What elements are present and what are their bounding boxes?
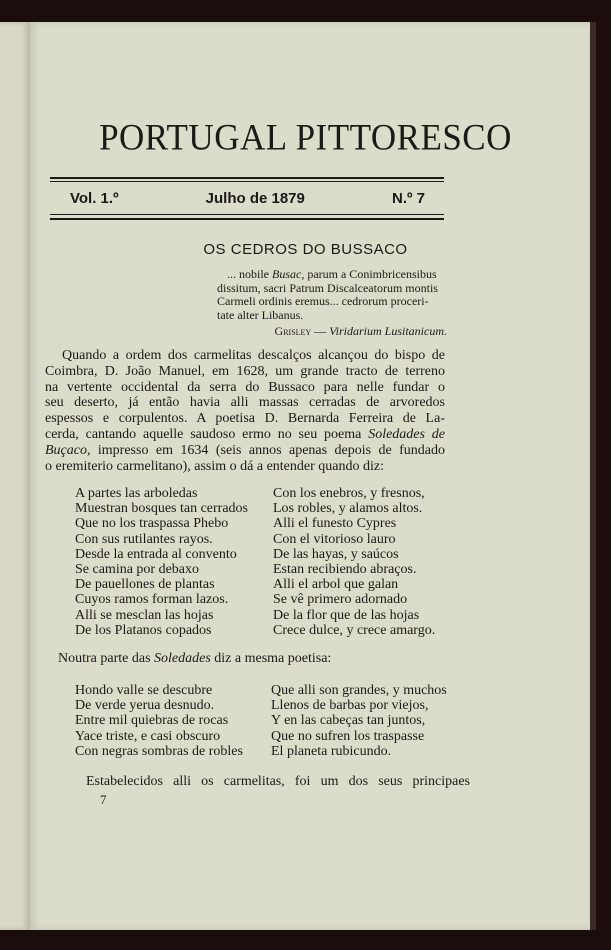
verse-line: De los Platanos copados [75,622,212,638]
epigraph-line: tate alter Libanus. [217,307,304,322]
header-rule-bottom [50,218,444,220]
verse-line: Que no sufren los traspasse [271,728,425,744]
paragraph-line: o eremiterio carmelitano), assim o dá a entender quando diz: [45,458,384,474]
verse-line: Hondo valle se descubre [75,683,213,698]
verse-line: Cuyos ramos forman lazos. [75,592,229,608]
verse-1-right-column [273,486,435,638]
epigraph-work: Viridarium Lusitanicum. [329,324,447,338]
verse-line: Con negras sombras de robles [75,743,243,759]
issue-line [70,190,425,207]
paragraph-line: Coimbra, D. João Manuel, em 1628, um grande tracto de terreno [45,363,445,379]
verse-line: De pauellones de plantas [75,577,215,593]
verse-line: De la flor que de las hojas [273,607,420,623]
work-title: Soledades [154,651,211,666]
verse-line: A partes las arboledas [75,486,198,501]
verse-2-right-column [271,683,447,759]
verse-line: Alli el funesto Cypres [273,516,397,532]
paragraph-2: Noutra parte das Soledades diz a mesma poetisa: [58,651,332,666]
verse-line: Con el vitorioso lauro [273,531,396,547]
verse-line: Crece dulce, y crece amargo. [273,622,436,638]
verse-line: Alli se mesclan las hojas [75,607,214,623]
paragraph-line: Estabelecidos alli os carmelitas, foi um dos seus principaes [86,774,470,789]
signature-mark: 7 [100,792,107,807]
verse-line: Con sus rutilantes rayos. [75,531,213,547]
verse-line: Y en las cabeças tan juntos, [271,713,426,729]
paragraph-line: seu deserto, já então havia alli massas cerradas de arvoredos [45,395,445,411]
volume-label: Vol. 1.º [70,190,119,207]
epigraph [217,268,447,339]
verse-2-left-column [75,683,243,759]
verse-line: Que no los traspassa Phebo [75,516,229,532]
paragraph-3 [86,774,470,790]
verse-line: Estan recibiendo abraços. [273,562,417,578]
verse-line: De verde yerua desnudo. [75,698,215,714]
paragraph-line: cerda, cantando aquelle saudoso ermo no seu poema Soledades de [45,426,445,442]
issue-date: Julho de 1879 [205,190,305,207]
verse-line: Desde la entrada al convento [75,546,237,562]
epigraph-source: Grisley — Viridarium Lusitanicum. [274,324,447,338]
epigraph-author: Grisley [274,324,312,338]
paragraph-line: na vertente occidental da serra do Bussaco para nelle fundar o [45,379,445,395]
header-rule-bottom-thin [50,214,444,215]
verse-line: Se vê primero adornado [273,592,408,608]
paragraph-line: Buçaco, impresso em 1634 (seis annos apenas depois de fundado [45,442,445,458]
verse-1-left-column [75,486,248,638]
epigraph-line: ... nobile Busac, parum a Conimbricensibus [227,267,437,281]
verse-line: Que alli son grandes, y muchos [271,683,447,698]
verse-line: Yace triste, e casi obscuro [75,728,221,744]
epigraph-line: Carmeli ordinis eremus... cedrorum proceri- [217,294,429,308]
header-rule-top-thin [50,181,444,182]
verse-line: De las hayas, y saúcos [273,546,399,562]
paragraph-line: Quando a ordem dos carmelitas descalços alcançou do bispo de [62,348,445,363]
verse-line: Los robles, y alamos altos. [273,501,423,517]
journal-title: PORTUGAL PITTORESCO [99,117,512,158]
verse-line: El planeta rubicundo. [271,743,392,759]
verse-line: Alli el arbol que galan [273,577,399,593]
verse-line: Entre mil quiebras de rocas [75,713,229,729]
paragraph-line: espessos e corpulentos. A poetisa D. Bernarda Ferreira de La- [45,411,445,427]
verse-line: Muestran bosques tan cerrados [75,501,249,517]
header-rule-top [50,177,444,179]
epigraph-line: dissitum, sacri Patrum Discalceatorum montis [217,280,438,295]
verse-line: Llenos de barbas por viejos, [271,698,429,714]
article-title: OS CEDROS DO BUSSACO [203,241,408,258]
verse-line: Con los enebros, y fresnos, [273,486,425,501]
issue-number: N.º 7 [391,190,425,207]
verse-line: Se camina por debaxo [75,562,200,578]
paragraph-1 [45,348,445,474]
